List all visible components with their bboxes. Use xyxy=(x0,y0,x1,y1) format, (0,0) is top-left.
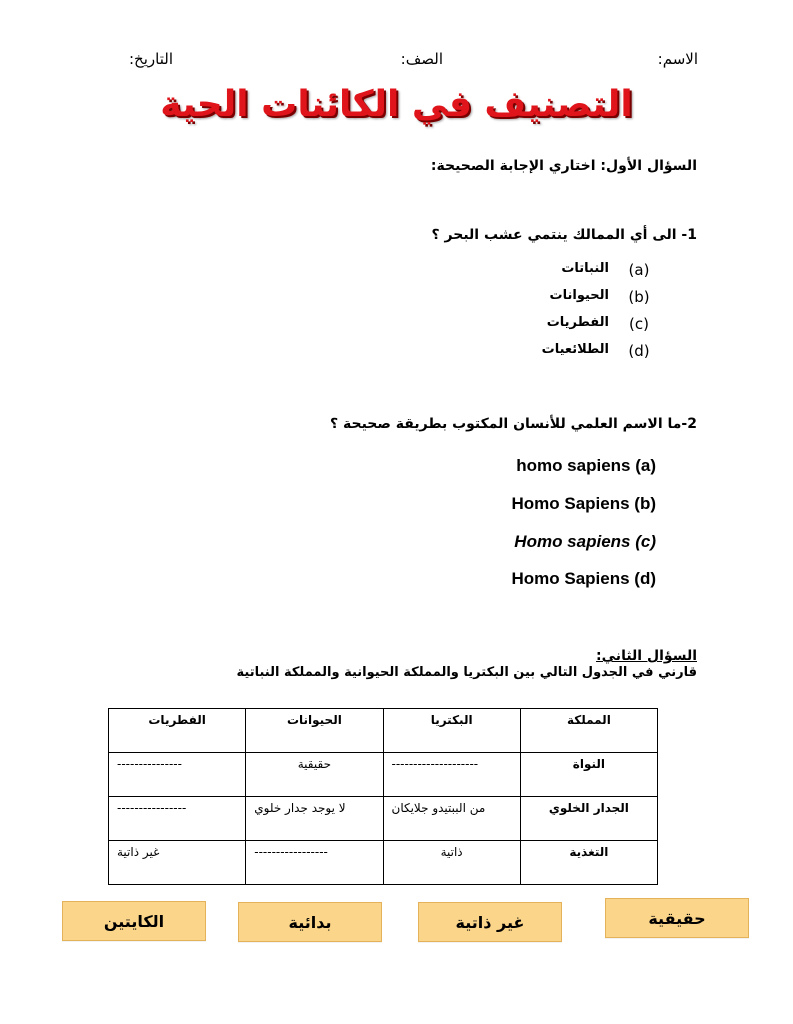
answer-card-prokaryotic[interactable]: بدائية xyxy=(238,902,382,942)
table-row xyxy=(109,797,658,841)
answer-card-heterotrophic[interactable]: غير ذاتية xyxy=(418,902,562,942)
row-label-nutrition: التغذية xyxy=(520,841,657,885)
question2-instruction: قارني في الجدول التالي بين البكتريا والمملكة الحيوانية والمملكة النباتية xyxy=(236,665,697,680)
option-text: الطلائعيات xyxy=(541,342,609,357)
option-text: الفطريات xyxy=(546,315,609,330)
date-label: التاريخ: xyxy=(129,50,173,68)
option-text: الحيوانات xyxy=(549,288,609,303)
option-c[interactable] xyxy=(453,315,653,337)
header-animals: الحيوانات xyxy=(246,709,383,753)
option-b[interactable] xyxy=(453,288,653,310)
question1-item2-prompt: 2-ما الاسم العلمي للأنسان المكتوب بطريقة صحيحة ؟ xyxy=(330,416,697,432)
option-a[interactable] xyxy=(453,261,653,283)
question1-heading: السؤال الأول: اختاري الإجابة الصحيحة: xyxy=(430,158,697,174)
header-kingdom: المملكة xyxy=(520,709,657,753)
class-label: الصف: xyxy=(400,50,443,68)
table-cell[interactable]: من الببتيدو جلايكان xyxy=(383,797,520,841)
table-cell[interactable]: ذاتية xyxy=(383,841,520,885)
option-d[interactable]: Homo Sapiens (d) xyxy=(511,569,656,588)
table-row xyxy=(109,753,658,797)
table-header-row xyxy=(109,709,658,753)
table-cell[interactable]: ----------------- xyxy=(246,841,383,885)
option-text: النباتات xyxy=(561,261,609,276)
row-label-nucleus: النواة xyxy=(520,753,657,797)
comparison-table xyxy=(108,708,658,885)
header-bacteria: البكتريا xyxy=(383,709,520,753)
row-label-cell-wall: الجدار الخلوي xyxy=(520,797,657,841)
table-cell[interactable]: -------------------- xyxy=(383,753,520,797)
name-label: الاسم: xyxy=(657,50,698,68)
option-letter: (c) xyxy=(629,315,649,333)
option-c[interactable]: Homo sapiens (c) xyxy=(514,532,656,551)
option-letter: (d) xyxy=(628,342,650,360)
table-cell[interactable]: غير ذاتية xyxy=(109,841,246,885)
table-cell[interactable]: ---------------- xyxy=(109,797,246,841)
question1-item1-prompt: 1- الى أي الممالك ينتمي عشب البحر ؟ xyxy=(431,227,697,243)
worksheet-title: التصنيف في الكائنات الحية xyxy=(160,84,633,125)
option-a[interactable]: homo sapiens (a) xyxy=(516,456,656,475)
option-letter: (b) xyxy=(628,288,650,306)
header-fungi: الفطريات xyxy=(109,709,246,753)
option-letter: (a) xyxy=(628,261,650,279)
table-cell[interactable]: لا يوجد جدار خلوي xyxy=(246,797,383,841)
question2-heading: السؤال الثاني: xyxy=(596,648,697,664)
table-cell[interactable]: --------------- xyxy=(109,753,246,797)
table-cell[interactable]: حقيقية xyxy=(246,753,383,797)
option-d[interactable] xyxy=(453,342,653,364)
option-b[interactable]: Homo Sapiens (b) xyxy=(511,494,656,513)
answer-card-chitin[interactable]: الكايتين xyxy=(62,901,206,941)
table-row xyxy=(109,841,658,885)
answer-card-true-nucleus[interactable]: حقيقية xyxy=(605,898,749,938)
